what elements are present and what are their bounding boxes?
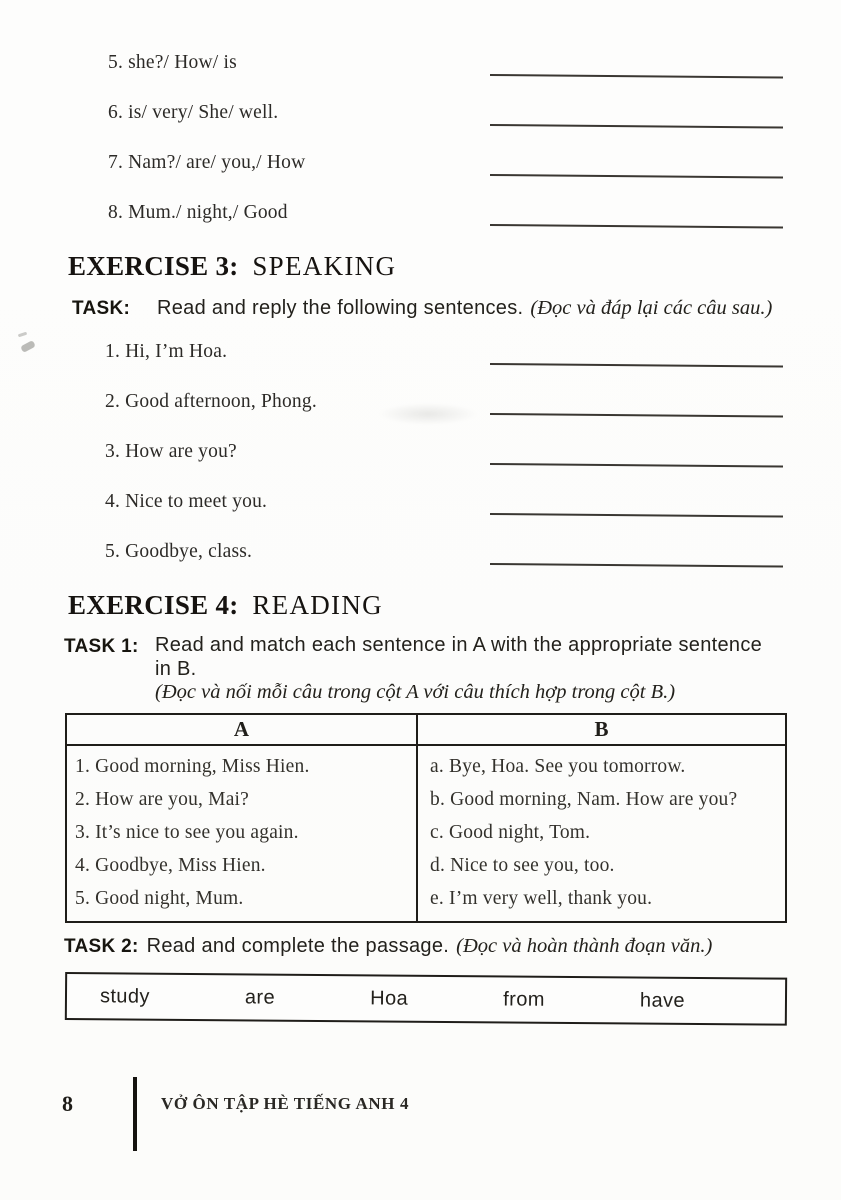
answer-blank-line xyxy=(490,218,783,229)
task-instruction-vi: (Đọc và đáp lại các câu sau.) xyxy=(530,297,773,319)
task-instruction-en: in B. xyxy=(155,658,197,680)
word-bank-item: have xyxy=(639,989,686,1012)
unscramble-item-label: 8. Mum./ night,/ Good xyxy=(108,202,288,223)
unscramble-item-list xyxy=(0,0,841,226)
match-item-b: c. Good night, Tom. xyxy=(430,822,591,843)
answer-blank-line xyxy=(490,557,783,568)
answer-blank-line xyxy=(490,407,783,418)
exercise-3-task-row xyxy=(72,297,841,324)
match-item-b: a. Bye, Hoa. See you tomorrow. xyxy=(430,756,686,777)
exercise-4-heading-label: EXERCISE 4: xyxy=(68,590,239,620)
unscramble-item-label: 6. is/ very/ She/ well. xyxy=(108,102,279,123)
match-item-a: 5. Good night, Mum. xyxy=(75,888,244,909)
exercise-4-heading-title: READING xyxy=(252,590,383,620)
unscramble-item xyxy=(108,150,783,176)
match-table-header-b: B xyxy=(418,715,785,746)
exercise-4-heading xyxy=(68,589,841,621)
footer-divider xyxy=(133,1077,137,1151)
word-bank-item: Hoa xyxy=(370,986,409,1010)
word-bank-item: are xyxy=(244,985,276,1009)
match-table xyxy=(65,713,787,923)
task-label: TASK 1: xyxy=(64,636,139,657)
exercise-4-task-1-row xyxy=(64,633,841,704)
match-table-column-a xyxy=(67,746,418,921)
task-instruction-en: Read and reply the following sentences. xyxy=(157,297,524,319)
exercise-3-heading-title: SPEAKING xyxy=(252,251,397,281)
unscramble-item-label: 5. she?/ How/ is xyxy=(108,52,237,73)
page-number: 8 xyxy=(62,1091,73,1116)
speaking-item xyxy=(105,339,783,365)
match-item-b: e. I’m very well, thank you. xyxy=(430,888,653,909)
word-bank xyxy=(65,972,787,1026)
exercise-3-heading-label: EXERCISE 3: xyxy=(68,251,239,281)
match-item-a: 1. Good morning, Miss Hien. xyxy=(75,756,310,777)
speaking-item-label: 3. How are you? xyxy=(105,441,237,462)
task-instruction-vi: (Đọc và hoàn thành đoạn văn.) xyxy=(456,935,713,957)
match-item-b: b. Good morning, Nam. How are you? xyxy=(430,789,738,810)
task-instruction-en: Read and complete the passage. xyxy=(146,935,450,957)
speaking-item-label: 2. Good afternoon, Phong. xyxy=(105,391,317,412)
speaking-item-label: 5. Goodbye, class. xyxy=(105,541,253,562)
match-item-a: 2. How are you, Mai? xyxy=(75,789,250,810)
speaking-item xyxy=(105,439,783,465)
answer-blank-line xyxy=(490,168,783,179)
task-1-instruction xyxy=(155,633,762,704)
scan-bleed-through-artifact xyxy=(378,403,478,425)
exercise-4-task-2-row xyxy=(64,935,841,962)
match-table-header-a: A xyxy=(67,715,418,746)
answer-blank-line xyxy=(490,457,783,468)
answer-blank-line xyxy=(490,507,783,518)
unscramble-item xyxy=(108,100,783,126)
answer-blank-line xyxy=(490,118,783,129)
match-item-a: 4. Goodbye, Miss Hien. xyxy=(75,855,266,876)
speaking-item xyxy=(105,489,783,515)
exercise-3-heading xyxy=(68,250,841,282)
task-label: TASK 2: xyxy=(64,936,139,957)
speaking-item-list xyxy=(0,339,841,565)
match-item-a: 3. It’s nice to see you again. xyxy=(75,822,299,843)
match-item-b: d. Nice to see you, too. xyxy=(430,855,615,876)
task-instruction-en: Read and match each sentence in A with the appropriate sentence xyxy=(155,634,763,656)
speaking-item xyxy=(105,539,783,565)
word-bank-item: study xyxy=(99,984,150,1008)
book-title: VỞ ÔN TẬP HÈ TIẾNG ANH 4 xyxy=(161,1094,410,1113)
unscramble-item xyxy=(108,50,783,76)
task-label: TASK: xyxy=(72,298,131,319)
task-instruction-vi: (Đọc và nối mỗi câu trong cột A với câu thích hợp trong cột B.) xyxy=(155,681,676,703)
word-bank-item: from xyxy=(503,987,545,1011)
speaking-item-label: 4. Nice to meet you. xyxy=(105,491,268,512)
page-footer xyxy=(0,1076,841,1152)
unscramble-item xyxy=(108,200,783,226)
match-table-column-b xyxy=(418,746,785,921)
answer-blank-line xyxy=(490,357,783,368)
speaking-item-label: 1. Hi, I’m Hoa. xyxy=(105,341,228,362)
unscramble-item-label: 7. Nam?/ are/ you,/ How xyxy=(108,152,306,173)
answer-blank-line xyxy=(490,68,783,79)
scan-smudge xyxy=(18,332,27,338)
